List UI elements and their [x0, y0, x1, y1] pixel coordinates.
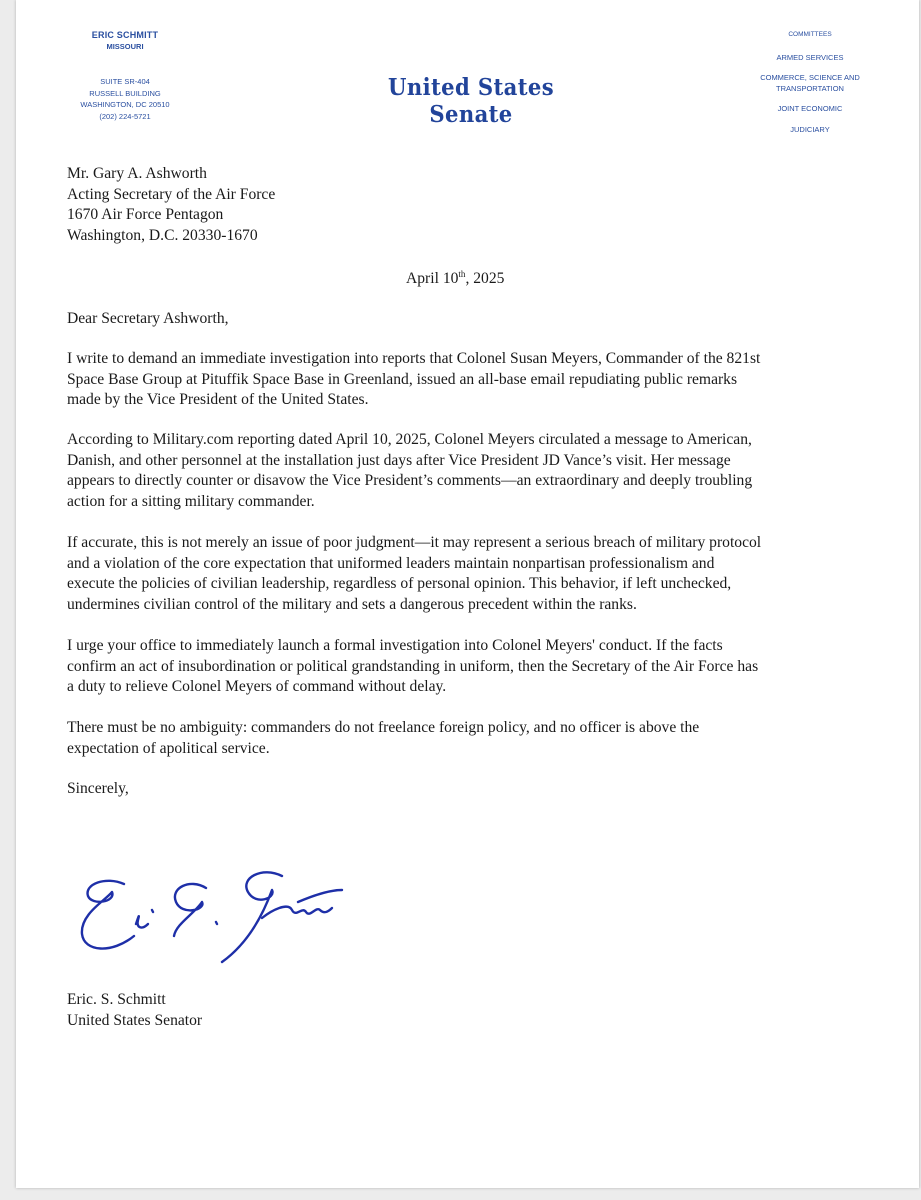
paragraph-line: confirm an act of insubordination or political grandstanding in uniform, then the Secretary of the Air Force has [67, 657, 759, 675]
recipient-line: 1670 Air Force Pentagon [67, 206, 224, 224]
sender-state: MISSOURI [106, 42, 144, 51]
address-line: WASHINGTON, DC 20510 [80, 100, 170, 109]
signature-stroke [174, 884, 206, 936]
committees-heading: COMMITTEES [788, 31, 832, 38]
committees-block [740, 30, 880, 145]
date-year: , 2025 [465, 270, 505, 287]
letter-page [16, 0, 919, 1188]
committee-item: JOINT ECONOMIC [777, 104, 843, 113]
body-paragraph [67, 349, 867, 411]
paragraph-line: I urge your office to immediately launch a formal investigation into Colonel Meyers' conduct. If the facts [67, 637, 723, 654]
paragraph-line: Danish, and other personnel at the installation just days after Vice President JD Vance’s visit. Her message [67, 451, 731, 469]
paragraph-line: action for a sitting military commander. [67, 492, 315, 510]
address-line: (202) 224-5721 [99, 111, 151, 121]
signatory-name: Eric. S. Schmitt [67, 991, 166, 1008]
paragraph-line: undermines civilian control of the military and sets a dangerous precedent within the ranks. [67, 595, 637, 613]
paragraph-line: There must be no ambiguity: commanders do not freelance foreign policy, and no officer is above the [67, 719, 700, 736]
paragraph-line: and a violation of the core expectation that uniformed leaders maintain nonpartisan professionalism and [67, 554, 715, 572]
body-paragraph [67, 533, 867, 615]
paragraph-line: execute the policies of civilian leadership, regardless of personal opinion. This behavior, if left unchecked, [67, 575, 732, 593]
signature-stroke [298, 890, 342, 902]
recipient-address [67, 164, 867, 246]
paragraph-line: If accurate, this is not merely an issue of poor judgment—it may represent a serious breach of military protocol [67, 534, 762, 551]
address-line: SUITE SR-404 [100, 77, 150, 86]
signatory-title: United States Senator [67, 1011, 203, 1029]
signature-stroke [216, 922, 217, 924]
paragraph-line: appears to directly counter or disavow the Vice President’s comments—an extraordinary and deeply troubling [67, 472, 753, 490]
senate-title: United States Senate [387, 74, 554, 128]
handwritten-signature [66, 862, 366, 972]
paragraph-line: made by the Vice President of the United States. [67, 391, 369, 409]
signature-stroke [222, 872, 282, 962]
signature-stroke [136, 910, 153, 927]
sender-block [72, 30, 178, 122]
paragraph-line: I write to demand an immediate investigation into reports that Colonel Susan Meyers, Commander of the 821st [67, 350, 761, 367]
body-paragraph [67, 718, 867, 759]
committee-item: ARMED SERVICES [776, 52, 844, 62]
signature-stroke [82, 881, 134, 949]
paragraph-line: expectation of apolitical service. [67, 739, 270, 757]
salutation: Dear Secretary Ashworth, [67, 310, 229, 327]
letter-date [406, 269, 504, 288]
recipient-line: Acting Secretary of the Air Force [67, 185, 276, 203]
body-paragraph [67, 430, 867, 512]
sender-name: ERIC SCHMITT [91, 30, 159, 40]
address-line: RUSSELL BUILDING [89, 88, 161, 98]
paragraph-line: According to Military.com reporting dated April 10, 2025, Colonel Meyers circulated a message to American, [67, 431, 752, 448]
committee-item: COMMERCE, SCIENCE AND TRANSPORTATION [760, 73, 860, 93]
closing: Sincerely, [67, 780, 129, 797]
signature-stroke [262, 907, 332, 918]
recipient-line: Mr. Gary A. Ashworth [67, 165, 207, 182]
committee-item: JUDICIARY [790, 124, 830, 134]
paragraph-line: a duty to relieve Colonel Meyers of command without delay. [67, 678, 447, 696]
date-suffix: th [458, 269, 466, 279]
body-paragraph [67, 636, 867, 698]
recipient-line: Washington, D.C. 20330-1670 [67, 226, 258, 244]
signatory-block [67, 990, 867, 1031]
date-month-day: April 10 [406, 270, 459, 287]
sender-address [72, 76, 178, 122]
paragraph-line: Space Base Group at Pituffik Space Base in Greenland, issued an all-base email repudiating public remarks [67, 370, 738, 388]
